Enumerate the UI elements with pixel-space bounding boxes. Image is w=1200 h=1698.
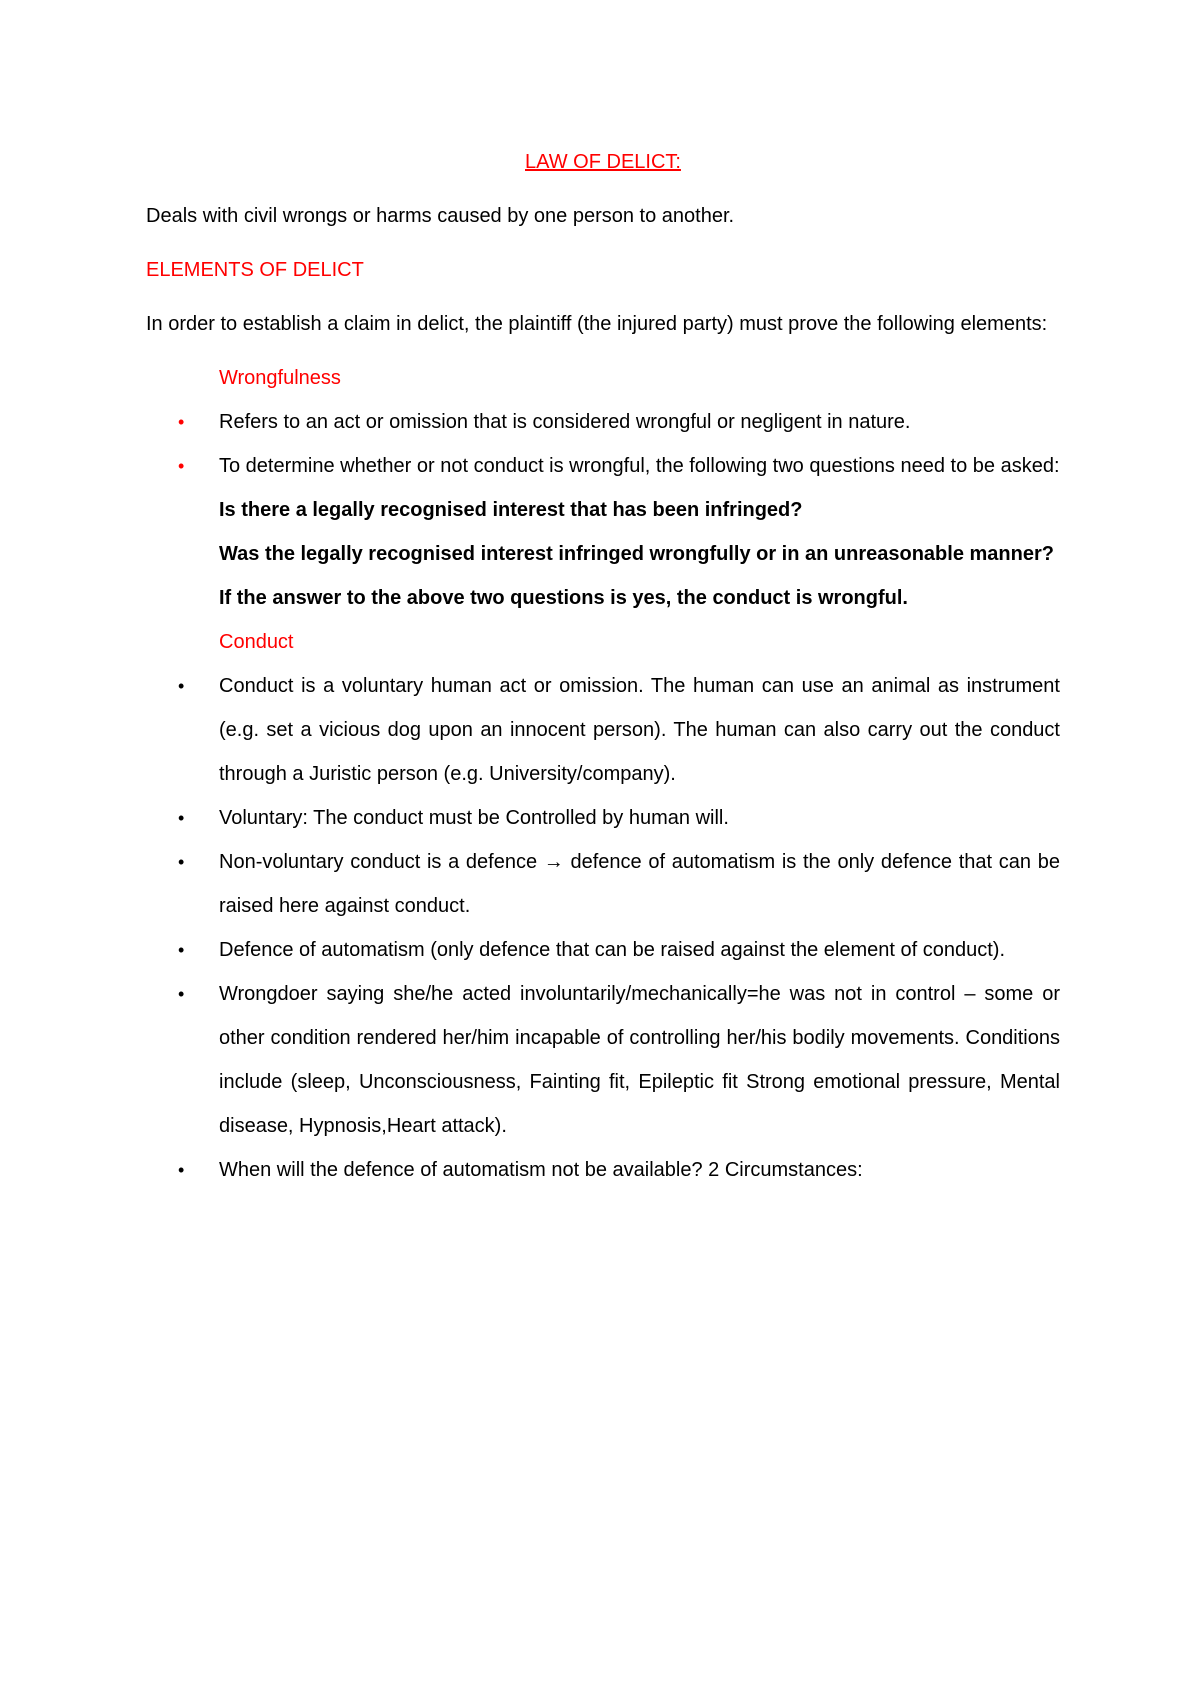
bullet-icon: •	[178, 984, 185, 1004]
bullet-icon: •	[178, 456, 185, 476]
intro-paragraph: Deals with civil wrongs or harms caused by one person to another.	[146, 205, 735, 227]
list-item	[146, 444, 1060, 488]
list-item-text: Conduct is a voluntary human act or omission. The human can use an animal as instrument (e.g. set a vicious dog upon an innocent person). The human can also carry out the conduct through a Juristic person (e.g. University/company).	[219, 675, 1060, 785]
list-item-text: Defence of automatism (only defence that can be raised against the element of conduct).	[219, 939, 1006, 961]
bullet-icon: •	[178, 676, 185, 696]
list-item	[146, 1148, 1060, 1192]
question-line: Was the legally recognised interest infringed wrongfully or in an unreasonable manner?	[219, 543, 1054, 565]
conduct-bullet-list	[146, 664, 1060, 1192]
bullet-icon: •	[178, 940, 185, 960]
wrongfulness-bullet-list	[146, 400, 1060, 488]
list-item	[146, 796, 1060, 840]
list-item	[146, 972, 1060, 1148]
list-item-text: When will the defence of automatism not be available? 2 Circumstances:	[219, 1159, 863, 1181]
elements-heading: ELEMENTS OF DELICT	[146, 259, 364, 281]
list-item	[146, 840, 1060, 928]
elements-intro-paragraph: In order to establish a claim in delict, the plaintiff (the injured party) must prove the following elements:	[146, 313, 1048, 335]
document-title: LAW OF DELICT:	[525, 151, 681, 173]
bullet-icon: •	[178, 1160, 185, 1180]
list-item-text: Non-voluntary conduct is a defence → defence of automatism is the only defence that can be raised here against conduct.	[219, 851, 1060, 917]
question-line: Is there a legally recognised interest that has been infringed?	[219, 499, 803, 521]
list-item-text: Voluntary: The conduct must be Controlled by human will.	[219, 807, 729, 829]
list-item	[146, 928, 1060, 972]
wrongfulness-section	[219, 356, 1060, 400]
bullet-icon: •	[178, 808, 185, 828]
list-item	[146, 664, 1060, 796]
wrongfulness-heading: Wrongfulness	[219, 367, 341, 389]
list-item-text: Wrongdoer saying she/he acted involuntarily/mechanically=he was not in control – some or other condition rendered her/him incapable of controlling her/his bodily movements. Conditions include (sleep, Unconsciousness, Fainting fit, Epileptic fit Strong emotional pressure, Mental disease, Hypnosis,Heart attack).	[219, 983, 1060, 1137]
wrongfulness-questions	[219, 488, 1060, 664]
question-line: If the answer to the above two questions is yes, the conduct is wrongful.	[219, 587, 908, 609]
list-item	[146, 400, 1060, 444]
list-item-text: To determine whether or not conduct is wrongful, the following two questions need to be asked:	[219, 455, 1060, 477]
list-item-text: Refers to an act or omission that is considered wrongful or negligent in nature.	[219, 411, 911, 433]
conduct-heading: Conduct	[219, 631, 294, 653]
document-body	[146, 140, 1060, 1192]
bullet-icon: •	[178, 412, 185, 432]
bullet-icon: •	[178, 852, 185, 872]
